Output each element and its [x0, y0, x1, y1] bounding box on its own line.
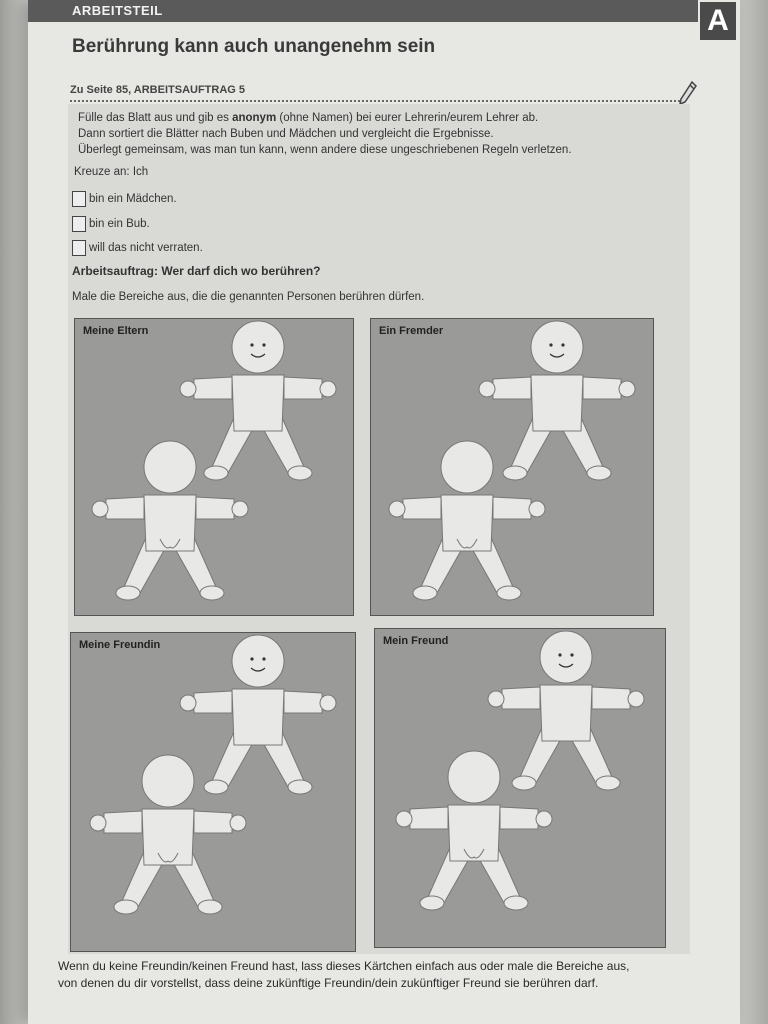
left-hand — [90, 815, 106, 831]
option-label: bin ein Bub. — [89, 218, 150, 230]
front-figure — [479, 321, 635, 480]
checkbox[interactable] — [72, 216, 86, 232]
panel-label: Mein Freund — [383, 635, 449, 647]
panel-stranger[interactable] — [370, 318, 654, 616]
right-arm — [284, 377, 322, 399]
instruction-line-2: Dann sortiert die Blätter nach Buben und Mädchen und vergleicht die Ergebnisse. — [78, 128, 494, 140]
head — [232, 321, 284, 373]
eye — [262, 657, 265, 660]
left-arm — [493, 377, 531, 399]
page-stack-right — [740, 0, 768, 1024]
torso — [232, 375, 284, 431]
head — [144, 441, 196, 493]
right-foot — [198, 900, 222, 914]
section-label: ARBEITSTEIL — [72, 3, 163, 18]
right-hand — [536, 811, 552, 827]
body-outlines[interactable] — [375, 629, 665, 947]
eye — [558, 653, 561, 656]
right-hand — [320, 695, 336, 711]
book-spine-left — [0, 0, 28, 1024]
torso — [441, 495, 493, 551]
right-arm — [500, 807, 538, 829]
right-foot — [504, 896, 528, 910]
page-reference: Zu Seite 85, ARBEITSAUFTRAG 5 — [70, 84, 246, 96]
right-foot — [497, 586, 521, 600]
right-foot — [288, 780, 312, 794]
right-foot — [596, 776, 620, 790]
eye — [570, 653, 573, 656]
option-undisclosed[interactable] — [72, 240, 203, 256]
option-label: bin ein Mädchen. — [89, 193, 177, 205]
eye — [549, 343, 552, 346]
right-hand — [320, 381, 336, 397]
pencil-icon — [678, 80, 698, 106]
worksheet-page — [28, 0, 740, 1024]
footer-line-2: von denen du dir vorstellst, dass deine zukünftige Freundin/dein zukünftiger Freund sie berühren darf. — [58, 976, 599, 990]
instruction-line-3: Überlegt gemeinsam, was man tun kann, wenn andere diese ungeschriebenen Regeln verletzen. — [78, 144, 572, 156]
head — [448, 751, 500, 803]
body-outlines[interactable] — [371, 319, 653, 615]
page-title: Berührung kann auch unangenehm sein — [72, 36, 436, 57]
right-hand — [230, 815, 246, 831]
left-arm — [106, 497, 144, 519]
right-hand — [232, 501, 248, 517]
instruction-bold: anonym — [232, 112, 277, 124]
left-hand — [92, 501, 108, 517]
right-foot — [587, 466, 611, 480]
torso — [142, 809, 194, 865]
right-foot — [200, 586, 224, 600]
right-foot — [288, 466, 312, 480]
left-foot — [204, 466, 228, 480]
eye — [250, 343, 253, 346]
left-foot — [512, 776, 536, 790]
torso — [531, 375, 583, 431]
front-figure — [180, 321, 336, 480]
footer-note — [58, 958, 748, 992]
option-boy[interactable] — [72, 216, 150, 232]
instruction-text: (ohne Namen) bei eurer Lehrerin/eurem Lehrer ab. — [276, 112, 539, 124]
left-arm — [104, 811, 142, 833]
eye — [262, 343, 265, 346]
dotted-divider — [70, 100, 680, 102]
left-hand — [180, 381, 196, 397]
head — [142, 755, 194, 807]
torso — [540, 685, 592, 741]
torso — [232, 689, 284, 745]
left-arm — [194, 691, 232, 713]
left-hand — [488, 691, 504, 707]
left-hand — [180, 695, 196, 711]
instruction-text: Fülle das Blatt aus und gib es — [78, 112, 233, 124]
head — [531, 321, 583, 373]
right-arm — [196, 497, 234, 519]
panel-label: Ein Fremder — [379, 325, 444, 337]
footer-line-1: Wenn du keine Freundin/keinen Freund hast, lass dieses Kärtchen einfach aus oder male die Bereiche aus, — [58, 959, 630, 973]
right-arm — [493, 497, 531, 519]
right-arm — [194, 811, 232, 833]
option-girl[interactable] — [72, 191, 177, 207]
body-outlines[interactable] — [75, 319, 353, 615]
left-foot — [413, 586, 437, 600]
checklist-prompt: Kreuze an: Ich — [74, 166, 149, 178]
panel-parents[interactable] — [74, 318, 354, 616]
right-hand — [628, 691, 644, 707]
head — [441, 441, 493, 493]
front-figure — [488, 631, 644, 790]
section-banner — [28, 0, 698, 22]
task-title: Arbeitsauftrag: Wer darf dich wo berühren? — [72, 264, 321, 278]
right-hand — [619, 381, 635, 397]
left-foot — [420, 896, 444, 910]
right-arm — [284, 691, 322, 713]
torso — [448, 805, 500, 861]
head — [232, 635, 284, 687]
instructions — [78, 110, 678, 158]
left-foot — [204, 780, 228, 794]
left-arm — [502, 687, 540, 709]
task-description: Male die Bereiche aus, die die genannten Personen berühren dürfen. — [72, 291, 425, 303]
panel-boyfriend[interactable] — [374, 628, 666, 948]
right-arm — [583, 377, 621, 399]
panel-girlfriend[interactable] — [70, 632, 356, 952]
left-foot — [114, 900, 138, 914]
left-arm — [410, 807, 448, 829]
torso — [144, 495, 196, 551]
left-arm — [403, 497, 441, 519]
left-hand — [479, 381, 495, 397]
left-hand — [396, 811, 412, 827]
instruction-line-1 — [78, 110, 678, 126]
left-foot — [503, 466, 527, 480]
option-label: will das nicht verraten. — [89, 242, 203, 254]
eye — [250, 657, 253, 660]
panel-label: Meine Eltern — [83, 325, 149, 337]
left-hand — [389, 501, 405, 517]
panel-label: Meine Freundin — [79, 639, 161, 651]
head — [540, 631, 592, 683]
checkbox[interactable] — [72, 191, 86, 207]
body-outlines[interactable] — [71, 633, 355, 951]
section-badge: A — [700, 2, 736, 40]
left-foot — [116, 586, 140, 600]
right-hand — [529, 501, 545, 517]
front-figure — [180, 635, 336, 794]
eye — [561, 343, 564, 346]
checkbox[interactable] — [72, 240, 86, 256]
left-arm — [194, 377, 232, 399]
right-arm — [592, 687, 630, 709]
